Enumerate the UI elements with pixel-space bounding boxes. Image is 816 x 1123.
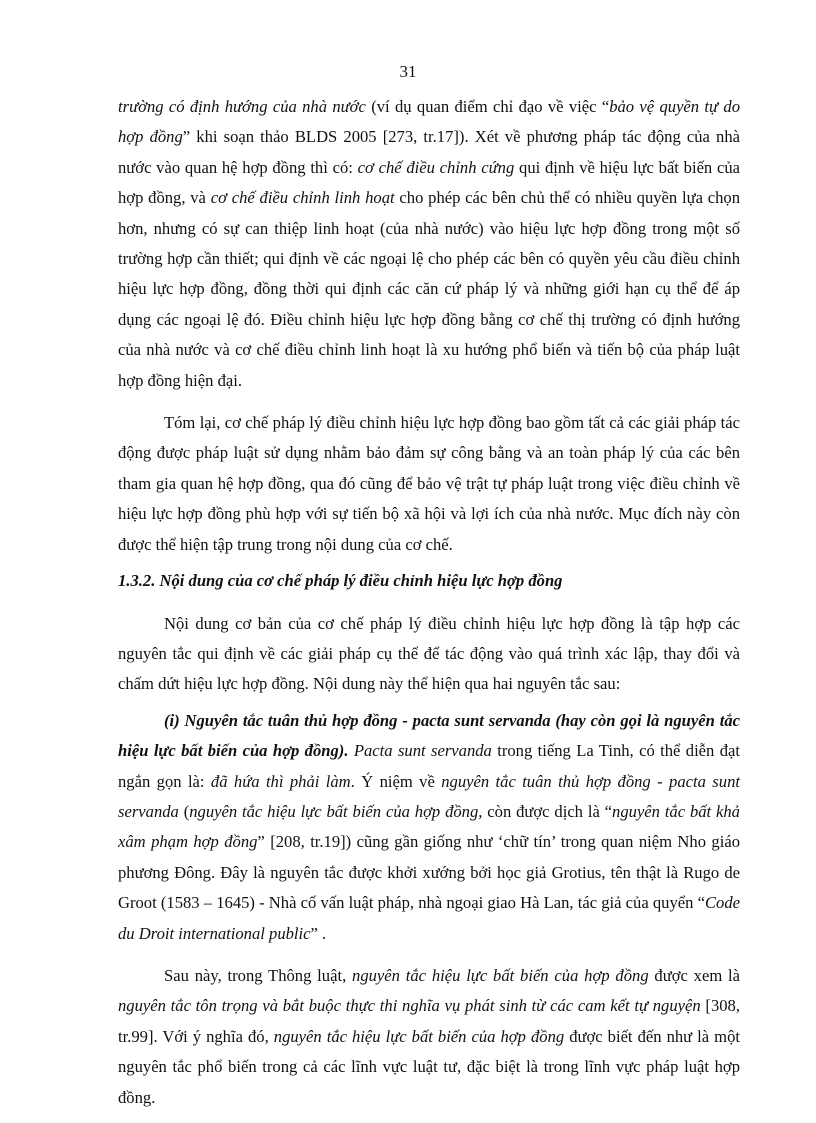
paragraph-5: Sau này, trong Thông luật, nguyên tắc hiệu lực bất biến của hợp đồng được xem là nguyên tắc tôn trọng và bắt buộc thực thi nghĩa vụ phát sinh từ các cam kết tự nguyện [308, tr.99]. Với ý nghĩa đó, nguyên tắc hiệu lực bất biến của hợp đồng được biết đến như là một nguyên tắc phổ biến trong cả các lĩnh vực luật tư, đặc biệt là trong lĩnh vực pháp luật hợp đồng. [118, 965, 741, 1107]
document-body [118, 92, 740, 1113]
section-heading: 1.3.2. Nội dung của cơ chế pháp lý điều chỉnh hiệu lực hợp đồng [118, 571, 563, 591]
paragraph-4: (i) Nguyên tắc tuân thủ hợp đồng - pacta sunt servanda (hay còn gọi là nguyên tắc hiệu lực bất biến của hợp đồng). Pacta sunt servanda trong tiếng La Tinh, có thể diễn đạt ngắn gọn là: đã hứa thì phải làm. Ý niệm về nguyên tắc tuân thủ hợp đồng - pacta sunt servanda (nguyên tắc hiệu lực bất biến của hợp đồng, còn được dịch là “nguyên tắc bất khả xâm phạm hợp đồng” [208, tr.19]) cũng gần giống như ‘chữ tín’ trong quan niệm Nho giáo phương Đông. Đây là nguyên tắc được khởi xướng bởi học giả Grotius, tên thật là Rugo de Groot (1583 – 1645) - Nhà cố vấn luật pháp, nhà ngoại giao Hà Lan, tác giả của quyển “Code du Droit international public” . [118, 710, 741, 943]
page-number: 31 [399, 62, 417, 81]
paragraph-2: Tóm lại, cơ chế pháp lý điều chỉnh hiệu lực hợp đồng bao gồm tất cả các giải pháp tác động được pháp luật sử dụng nhằm bảo đảm sự công bằng và an toàn pháp lý của các bên tham gia quan hệ hợp đồng, qua đó cũng để bảo vệ trật tự pháp luật trong việc điều chỉnh về hiệu lực hợp đồng phù hợp với sự tiến bộ xã hội và lợi ích của nhà nước. Mục đích này còn được thể hiện tập trung trong nội dung của cơ chế. [118, 413, 740, 554]
paragraph-3: Nội dung cơ bản của cơ chế pháp lý điều chỉnh hiệu lực hợp đồng là tập hợp các nguyên tắc qui định về các giải pháp cụ thể để tác động vào quá trình xác lập, thay đổi và chấm dứt hiệu lực hợp đồng. Nội dung này thể hiện qua hai nguyên tắc sau: [118, 613, 740, 694]
paragraph-1: trường có định hướng của nhà nước (ví dụ quan điểm chỉ đạo về việc “bảo vệ quyền tự do hợp đồng” khi soạn thảo BLDS 2005 [273, tr.17]). Xét về phương pháp tác động của nhà nước vào quan hệ hợp đồng thì có: cơ chế điều chỉnh cứng qui định về hiệu lực bất biến của hợp đồng, và cơ chế điều chỉnh linh hoạt cho phép các bên chủ thể có nhiều quyền lựa chọn hơn, nhưng có sự can thiệp linh hoạt (của nhà nước) vào hiệu lực hợp đồng trong một số trường hợp cần thiết; qui định về các ngoại lệ cho phép các bên có quyền yêu cầu điều chỉnh hiệu lực hợp đồng, đồng thời qui định các căn cứ pháp lý và những giới hạn cụ thể để áp dụng các ngoại lệ đó. Điều chỉnh hiệu lực hợp đồng bằng cơ chế thị trường có định hướng của nhà nước và cơ chế điều chỉnh linh hoạt là xu hướng phổ biến và tiến bộ của pháp luật hợp đồng hiện đại. [118, 97, 741, 390]
